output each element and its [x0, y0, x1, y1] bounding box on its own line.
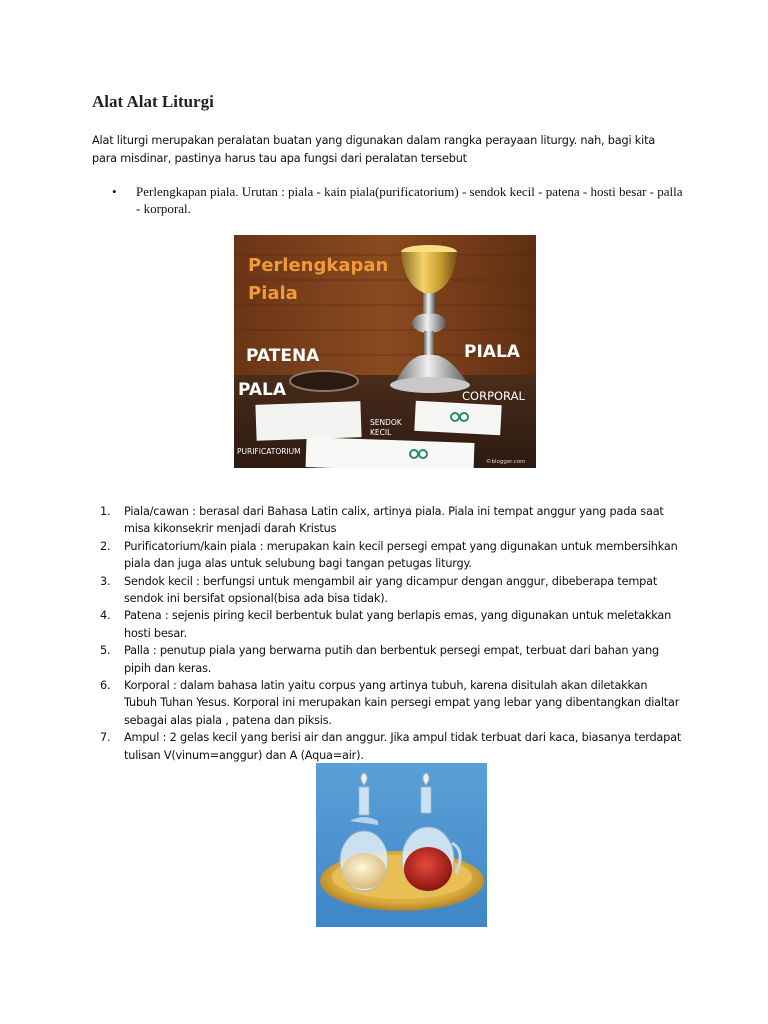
item-number: 6. [100, 679, 111, 693]
photo-watermark: ©blogger.com [486, 459, 526, 465]
item-number: 1. [100, 505, 111, 518]
item-text: Korporal : dalam bahasa latin yaitu corpus yang artinya tubuh, karena disitulah akan diletakkan Tubuh Tuhan Yesus. Korporal ini merupakan kain persegi empat yang lebar yang dibentangkan dialtar sebagai alas piala , patena dan piksis. [124, 679, 680, 727]
item-number: 5. [100, 644, 111, 658]
item-number: 7. [100, 731, 111, 745]
list-item [92, 573, 682, 608]
cruets-photo [316, 763, 487, 927]
list-item [92, 677, 682, 729]
list-item [92, 729, 682, 764]
label-pala: PALA [238, 380, 287, 400]
label-purificatorium: PURIFICATORIUM [237, 447, 301, 456]
list-item [92, 642, 682, 677]
item-number: 3. [100, 574, 111, 588]
item-text: Palla : penutup piala yang berwarna putih dan berbentuk persegi empat, terbuat dari bahan yang pipih dan keras. [124, 644, 659, 675]
chalice-set-photo [234, 235, 536, 468]
bullet-item [112, 183, 688, 217]
item-text: Ampul : 2 gelas kecil yang berisi air dan anggur. Jika ampul tidak terbuat dari kaca, biasanya terdapat tulisan V(vinum=anggur) dan A (Aqua=air). [124, 731, 682, 762]
item-text: Patena : sejenis piring kecil berbentuk bulat yang berlapis emas, yang digunakan untuk meletakkan hosti besar. [124, 609, 672, 640]
item-text: Sendok kecil : berfungsi untuk mengambil air yang dicampur dengan anggur, dibeberapa tempat sendok ini bersifat opsional(bisa ada bisa tidak). [124, 574, 658, 606]
list-item [92, 607, 682, 642]
photo-title-line2: Piala [248, 283, 298, 304]
item-text: Purificatorium/kain piala : merupakan kain kecil persegi empat yang digunakan untuk membersihkan piala dan juga alas untuk selubung bagi tangan petugas liturgy. [124, 539, 678, 571]
label-sendok: SENDOK [370, 418, 402, 427]
bullet-text: Perlengkapan piala. Urutan : piala - kain piala(purificatorium) - sendok kecil - patena - hosti besar - palla - korporal. [136, 184, 683, 216]
item-number: 4. [100, 609, 111, 623]
intro-paragraph: Alat liturgi merupakan peralatan buatan yang digunakan dalam rangka perayaan liturgy. nah, bagi kita para misdinar, pastinya harus tau apa fungsi dari peralatan tersebut [92, 134, 656, 165]
label-corporal: CORPORAL [462, 389, 525, 403]
label-patena: PATENA [246, 346, 320, 366]
item-text: Piala/cawan : berasal dari Bahasa Latin calix, artinya piala. Piala ini tempat anggur yang pada saat misa kikonsekrir menjadi darah Kristus [124, 505, 664, 536]
list-item [92, 538, 682, 573]
label-kecil: KECIL [370, 428, 392, 437]
list-item [92, 503, 682, 538]
bullet-dot-icon: • [112, 184, 117, 199]
item-number: 2. [100, 539, 111, 553]
page-title: Alat Alat Liturgi [92, 92, 214, 111]
photo-title-line1: Perlengkapan [248, 255, 389, 276]
liturgy-items-list [92, 503, 682, 764]
label-piala: PIALA [464, 342, 520, 362]
